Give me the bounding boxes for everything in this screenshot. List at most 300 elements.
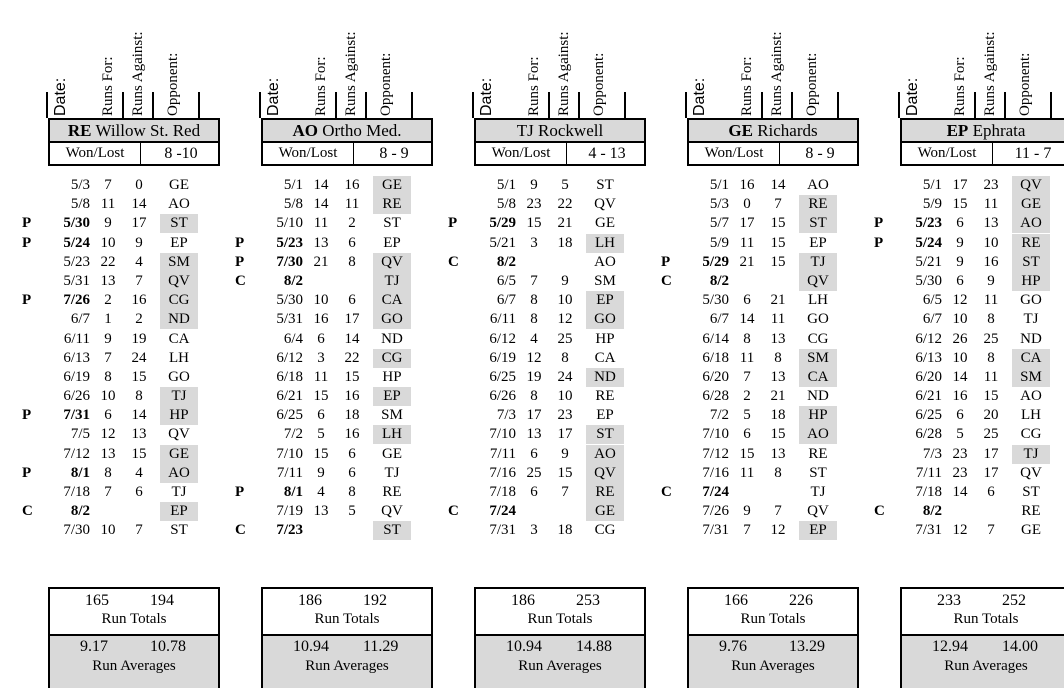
- opponent: HP: [595, 330, 615, 347]
- totals-box: [261, 587, 433, 688]
- game-row: [446, 368, 646, 387]
- game-date: 5/21: [489, 234, 516, 251]
- won-lost-box: [261, 143, 433, 166]
- team-name-box: [48, 118, 220, 143]
- runs-against: 16: [983, 253, 999, 270]
- game-row: [446, 502, 646, 521]
- runs-for: 12: [952, 522, 968, 539]
- total-runs-against: 192: [363, 592, 387, 609]
- run-averages-label: Run Averages: [92, 658, 176, 674]
- game-date: 7/31: [63, 407, 90, 424]
- runs-for: 6: [956, 407, 964, 424]
- game-date: 6/7: [70, 311, 90, 328]
- game-row: [20, 176, 220, 195]
- runs-against: 5: [561, 177, 569, 193]
- game-date: 5/7: [709, 215, 729, 232]
- game-row: [872, 483, 1064, 502]
- game-date: 7/11: [915, 464, 942, 481]
- run-totals-values: [263, 592, 431, 612]
- opponent: TJ: [1012, 445, 1050, 464]
- game-date: 8/2: [709, 272, 729, 289]
- game-date: 5/30: [276, 292, 303, 309]
- game-row: [233, 445, 433, 464]
- runs-against: 18: [344, 407, 360, 424]
- runs-against: 14: [344, 330, 360, 347]
- runs-against: 21: [557, 215, 573, 232]
- opponent: TJ: [160, 387, 198, 406]
- runs-against: 9: [987, 272, 995, 289]
- game-date: 8/2: [70, 503, 90, 520]
- header-label: Runs Against:: [982, 31, 998, 116]
- runs-against: 15: [983, 388, 999, 405]
- runs-against: 4: [135, 464, 143, 481]
- opponent: SM: [1012, 368, 1050, 387]
- header-divider: [1050, 92, 1052, 118]
- game-flag: C: [874, 503, 885, 520]
- runs-for: 6: [956, 272, 964, 289]
- game-date: 5/24: [915, 234, 942, 251]
- game-flag: P: [22, 234, 32, 251]
- runs-for: 13: [100, 445, 116, 462]
- runs-against: 8: [774, 349, 782, 366]
- game-date: 5/8: [283, 196, 303, 213]
- game-date: 6/21: [276, 388, 303, 405]
- runs-against: 24: [557, 368, 573, 385]
- opponent: TJ: [810, 484, 826, 500]
- runs-for: 5: [317, 426, 325, 443]
- opponent: GE: [160, 445, 198, 464]
- total-runs-for: 166: [724, 592, 748, 609]
- opponent: TJ: [384, 464, 400, 481]
- game-flag: P: [874, 234, 884, 251]
- runs-against: 14: [131, 407, 147, 424]
- runs-for: 15: [739, 445, 755, 462]
- game-row: [659, 253, 859, 272]
- header-divider: [198, 92, 200, 118]
- record: 8 - 9: [805, 145, 835, 162]
- runs-against: 8: [348, 484, 356, 500]
- opponent: LH: [808, 292, 828, 309]
- runs-against: 7: [561, 484, 569, 500]
- runs-for: 3: [317, 349, 325, 366]
- game-row: [659, 176, 859, 195]
- runs-for: 19: [526, 368, 542, 385]
- team-name-box: [261, 118, 433, 143]
- game-date: 5/1: [496, 177, 516, 193]
- game-date: 7/3: [496, 407, 516, 424]
- game-flag: P: [235, 253, 245, 270]
- game-row: [233, 521, 433, 540]
- game-row: [659, 521, 859, 540]
- game-date: 5/29: [489, 215, 516, 232]
- game-date: 6/25: [276, 407, 303, 424]
- runs-against: 10: [983, 234, 999, 251]
- opponent: GE: [586, 502, 624, 521]
- runs-for: 8: [530, 292, 538, 309]
- game-row: [446, 253, 646, 272]
- runs-against: 14: [770, 177, 786, 193]
- game-date: 6/26: [63, 388, 90, 405]
- opponent: CA: [168, 330, 190, 347]
- run-totals-label: Run Totals: [740, 611, 806, 627]
- total-runs-against: 194: [150, 592, 174, 609]
- runs-against: 24: [131, 349, 147, 366]
- runs-against: 7: [774, 196, 782, 213]
- game-row: [872, 195, 1064, 214]
- game-row: [872, 272, 1064, 291]
- opponent: ST: [799, 214, 837, 233]
- game-row: [233, 387, 433, 406]
- game-date: 5/21: [915, 253, 942, 270]
- avg-runs-against: 14.88: [576, 638, 612, 655]
- game-row: [872, 349, 1064, 368]
- runs-for: 15: [952, 196, 968, 213]
- header-label: Date:: [691, 77, 708, 116]
- opponent: QV: [799, 272, 837, 291]
- team-code: RE: [67, 121, 92, 140]
- opponent: ST: [586, 425, 624, 444]
- runs-for: 15: [313, 388, 329, 405]
- runs-for: 8: [743, 330, 751, 347]
- runs-against: 15: [344, 368, 360, 385]
- runs-against: 13: [983, 215, 999, 232]
- runs-for: 11: [313, 368, 329, 385]
- runs-for: 10: [100, 388, 116, 405]
- game-date: 7/10: [276, 445, 303, 462]
- header-divider: [411, 92, 413, 118]
- runs-for: 8: [104, 464, 112, 481]
- opponent: CG: [373, 349, 411, 368]
- game-row: [659, 425, 859, 444]
- game-date: 8/2: [496, 253, 516, 270]
- team-name: Ortho Med.: [322, 121, 402, 140]
- opponent: GE: [1012, 195, 1050, 214]
- runs-against: 18: [770, 407, 786, 424]
- runs-against: 9: [561, 445, 569, 462]
- game-row: [872, 425, 1064, 444]
- game-date: 7/18: [63, 484, 90, 500]
- game-date: 7/31: [489, 522, 516, 539]
- won-lost-label: Won/Lost: [476, 143, 567, 164]
- runs-against: 2: [135, 311, 143, 328]
- header-divider: [1004, 92, 1006, 118]
- game-row: [659, 214, 859, 233]
- runs-for: 9: [956, 234, 964, 251]
- game-date: 6/20: [702, 368, 729, 385]
- game-date: 5/1: [922, 177, 942, 193]
- won-lost-label: Won/Lost: [902, 143, 993, 164]
- opponent: HP: [160, 406, 198, 425]
- runs-for: 10: [100, 522, 116, 539]
- game-date: 6/14: [702, 330, 729, 347]
- game-date: 7/23: [276, 522, 303, 539]
- team-name: Ephrata: [972, 121, 1026, 140]
- game-date: 6/11: [63, 330, 90, 347]
- runs-for: 9: [104, 215, 112, 232]
- game-row: [446, 387, 646, 406]
- runs-for: 14: [313, 196, 329, 213]
- won-lost-label: Won/Lost: [50, 143, 141, 164]
- opponent: HP: [799, 406, 837, 425]
- game-row: [446, 330, 646, 349]
- game-date: 7/24: [489, 503, 516, 520]
- run-averages-label: Run Averages: [305, 658, 389, 674]
- runs-against: 11: [344, 196, 360, 213]
- game-date: 5/23: [276, 234, 303, 251]
- runs-for: 8: [530, 388, 538, 405]
- runs-against: 23: [557, 407, 573, 424]
- game-date: 5/31: [276, 311, 303, 328]
- game-list: [659, 176, 859, 541]
- game-date: 7/30: [63, 522, 90, 539]
- game-row: [659, 291, 859, 310]
- game-date: 6/18: [276, 368, 303, 385]
- header-divider: [578, 92, 580, 118]
- game-date: 5/23: [915, 215, 942, 232]
- run-totals-label: Run Totals: [101, 611, 167, 627]
- game-row: [659, 483, 859, 502]
- opponent: ST: [373, 521, 411, 540]
- opponent: ST: [170, 522, 188, 539]
- team-code: GE: [728, 121, 753, 140]
- game-date: 7/18: [489, 484, 516, 500]
- runs-against: 15: [557, 464, 573, 481]
- game-row: [20, 234, 220, 253]
- game-row: [233, 502, 433, 521]
- opponent: ST: [809, 464, 827, 481]
- runs-for: 11: [313, 215, 329, 232]
- runs-for: 12: [100, 426, 116, 443]
- run-averages-label: Run Averages: [944, 658, 1028, 674]
- game-row: [659, 406, 859, 425]
- team-column: [872, 0, 1064, 693]
- game-date: 7/26: [702, 503, 729, 520]
- game-flag: P: [874, 215, 884, 232]
- runs-for: 6: [956, 215, 964, 232]
- game-row: [659, 445, 859, 464]
- opponent: GE: [373, 176, 411, 195]
- opponent: QV: [168, 426, 190, 443]
- opponent: AO: [807, 177, 829, 193]
- runs-against: 20: [983, 407, 999, 424]
- opponent: QV: [594, 196, 616, 213]
- runs-against: 8: [561, 349, 569, 366]
- game-list: [446, 176, 646, 541]
- game-row: [20, 425, 220, 444]
- runs-against: 21: [770, 388, 786, 405]
- header-divider: [548, 92, 550, 118]
- averages-box: [689, 634, 857, 688]
- game-date: 5/29: [702, 253, 729, 270]
- runs-against: 17: [344, 311, 360, 328]
- opponent: SM: [799, 349, 837, 368]
- game-row: [659, 195, 859, 214]
- opponent: SM: [160, 253, 198, 272]
- game-date: 5/10: [276, 215, 303, 232]
- game-date: 5/3: [709, 196, 729, 213]
- runs-for: 13: [313, 234, 329, 251]
- game-date: 6/18: [702, 349, 729, 366]
- game-row: [446, 195, 646, 214]
- opponent: RE: [808, 445, 828, 462]
- won-lost-box: [474, 143, 646, 166]
- game-date: 7/26: [63, 292, 90, 309]
- runs-against: 6: [348, 292, 356, 309]
- opponent: QV: [1020, 464, 1042, 481]
- opponent: CG: [1020, 426, 1042, 443]
- game-row: [233, 406, 433, 425]
- game-date: 7/3: [922, 445, 942, 462]
- runs-for: 7: [104, 177, 112, 193]
- opponent: GO: [807, 311, 829, 328]
- team-code: AO: [292, 121, 318, 140]
- game-row: [446, 445, 646, 464]
- runs-for: 23: [952, 464, 968, 481]
- opponent: RE: [373, 195, 411, 214]
- game-row: [233, 368, 433, 387]
- runs-for: 17: [952, 177, 968, 193]
- runs-for: 21: [739, 253, 755, 270]
- game-flag: P: [22, 407, 32, 424]
- game-row: [659, 349, 859, 368]
- opponent: ND: [586, 368, 624, 387]
- game-date: 6/25: [915, 407, 942, 424]
- header-label: Opponent:: [591, 52, 607, 116]
- game-row: [872, 291, 1064, 310]
- game-date: 5/24: [63, 234, 90, 251]
- game-flag: C: [448, 503, 459, 520]
- runs-against: 7: [135, 522, 143, 539]
- header-divider: [122, 92, 124, 118]
- runs-against: 10: [557, 292, 573, 309]
- runs-for: 17: [526, 407, 542, 424]
- game-row: [20, 272, 220, 291]
- run-averages-values: [50, 638, 218, 658]
- game-list: [20, 176, 220, 541]
- runs-against: 6: [348, 464, 356, 481]
- avg-runs-for: 9.76: [719, 638, 747, 655]
- opponent: QV: [1012, 176, 1050, 195]
- game-date: 5/3: [70, 177, 90, 193]
- game-date: 6/11: [489, 311, 516, 328]
- record: 11 - 7: [1014, 145, 1052, 162]
- game-row: [446, 214, 646, 233]
- runs-for: 23: [952, 445, 968, 462]
- header-label: Runs Against:: [769, 31, 785, 116]
- opponent: ST: [160, 214, 198, 233]
- header-label: Runs For:: [739, 56, 755, 116]
- game-row: [233, 214, 433, 233]
- runs-for: 12: [952, 292, 968, 309]
- team-name-box: [687, 118, 859, 143]
- game-row: [20, 387, 220, 406]
- runs-against: 6: [348, 234, 356, 251]
- runs-against: 17: [131, 215, 147, 232]
- averages-box: [902, 634, 1064, 688]
- game-flag: P: [235, 484, 245, 500]
- runs-for: 6: [317, 330, 325, 347]
- game-row: [446, 291, 646, 310]
- team-name: Willow St. Red: [95, 121, 201, 140]
- header-label: Runs For:: [952, 56, 968, 116]
- game-flag: C: [22, 503, 33, 520]
- opponent: EP: [799, 521, 837, 540]
- runs-against: 15: [770, 426, 786, 443]
- game-date: 5/31: [63, 272, 90, 289]
- runs-for: 15: [526, 215, 542, 232]
- runs-against: 16: [131, 292, 147, 309]
- game-row: [446, 310, 646, 329]
- run-averages-values: [689, 638, 857, 658]
- game-date: 6/7: [922, 311, 942, 328]
- runs-against: 5: [348, 503, 356, 520]
- runs-against: 8: [987, 349, 995, 366]
- opponent: GE: [169, 177, 189, 193]
- opponent: QV: [160, 272, 198, 291]
- game-date: 6/12: [276, 349, 303, 366]
- game-row: [872, 330, 1064, 349]
- team-code: EP: [946, 121, 969, 140]
- runs-for: 26: [952, 330, 968, 347]
- runs-against: 9: [561, 272, 569, 289]
- opponent: EP: [160, 502, 198, 521]
- game-date: 5/8: [70, 196, 90, 213]
- game-flag: C: [235, 272, 246, 289]
- game-date: 7/30: [276, 253, 303, 270]
- game-date: 8/1: [283, 484, 303, 500]
- game-date: 5/30: [63, 215, 90, 232]
- header-divider: [46, 92, 48, 118]
- game-date: 7/24: [702, 484, 729, 500]
- game-row: [446, 234, 646, 253]
- header-label: Opponent:: [1017, 52, 1033, 116]
- opponent: CA: [594, 349, 616, 366]
- game-row: [20, 502, 220, 521]
- runs-against: 25: [983, 330, 999, 347]
- game-date: 5/23: [63, 253, 90, 270]
- record: 8 - 9: [379, 145, 409, 162]
- game-flag: C: [448, 253, 459, 270]
- opponent: QV: [586, 464, 624, 483]
- runs-against: 18: [557, 234, 573, 251]
- opponent: AO: [586, 445, 624, 464]
- runs-against: 7: [135, 272, 143, 289]
- runs-against: 13: [770, 368, 786, 385]
- runs-for: 5: [743, 407, 751, 424]
- game-date: 5/1: [709, 177, 729, 193]
- total-runs-against: 253: [576, 592, 600, 609]
- averages-box: [476, 634, 644, 688]
- total-runs-for: 186: [511, 592, 535, 609]
- runs-for: 2: [104, 292, 112, 309]
- total-runs-for: 165: [85, 592, 109, 609]
- run-totals-label: Run Totals: [314, 611, 380, 627]
- game-row: [233, 349, 433, 368]
- opponent: ND: [1020, 330, 1042, 347]
- runs-against: 12: [770, 522, 786, 539]
- team-name-box: [474, 118, 646, 143]
- opponent: HP: [1012, 272, 1050, 291]
- game-flag: C: [661, 484, 672, 500]
- run-averages-values: [263, 638, 431, 658]
- runs-for: 10: [952, 311, 968, 328]
- opponent: ST: [1022, 484, 1040, 500]
- runs-against: 2: [348, 215, 356, 232]
- run-averages-values: [476, 638, 644, 658]
- opponent: EP: [170, 234, 188, 251]
- runs-against: 7: [987, 522, 995, 539]
- runs-for: 6: [317, 407, 325, 424]
